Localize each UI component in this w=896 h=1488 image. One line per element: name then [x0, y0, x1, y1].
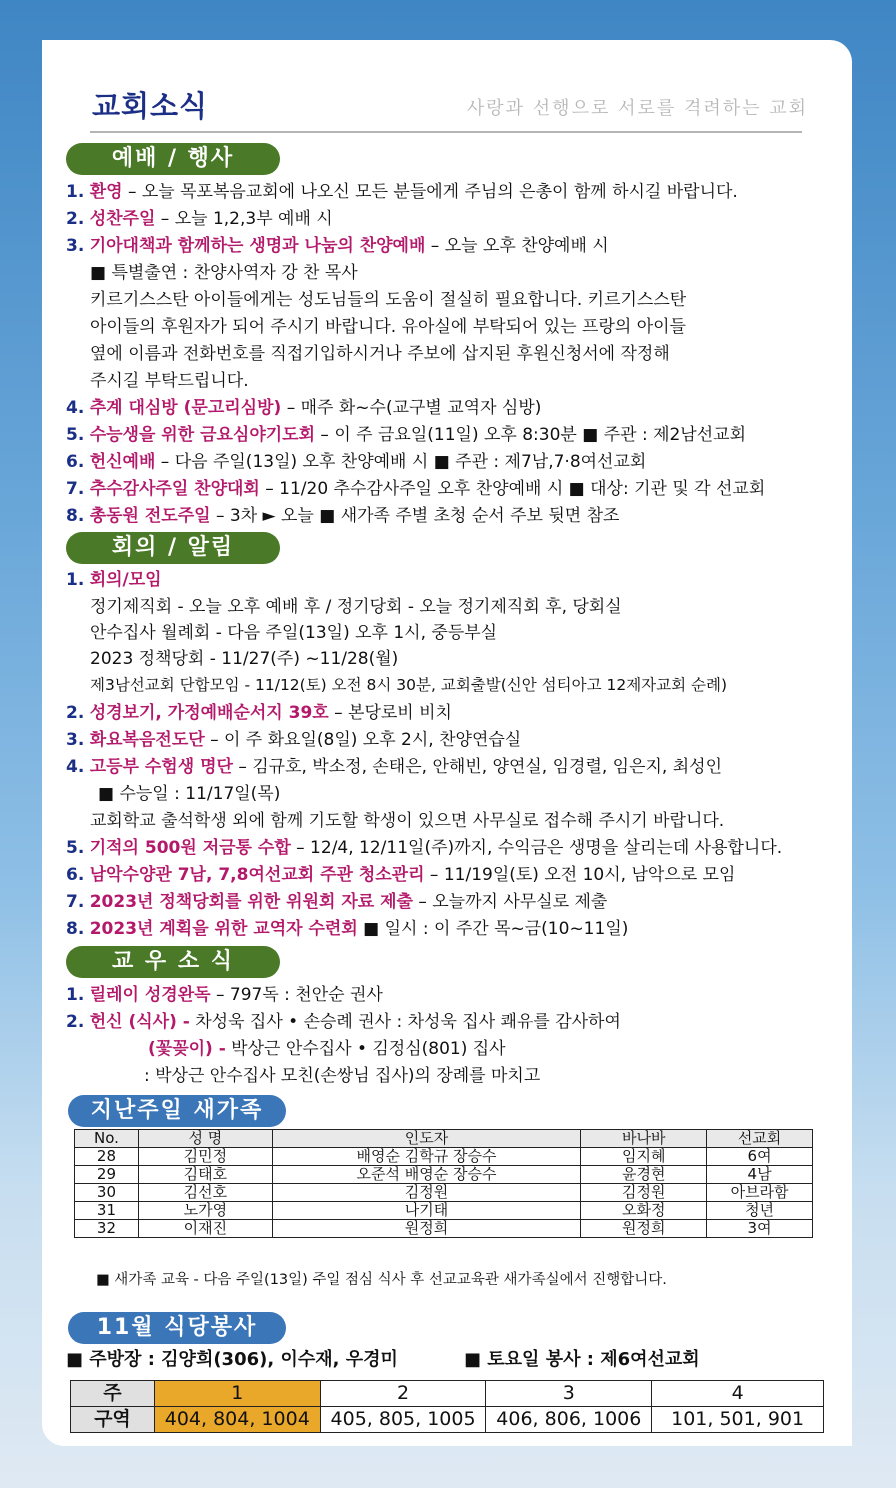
- worship-item-6: 6. 헌신예배 – 다음 주일(13일) 오후 찬양예배 시 ■ 주관 : 제7남,7·8여선교회: [66, 452, 647, 472]
- table-cell: 김정원: [581, 1184, 707, 1202]
- table-cell: 김태호: [138, 1166, 272, 1184]
- members-item-1: 1. 릴레이 성경완독 – 797독 : 천안순 권사: [66, 985, 383, 1005]
- column-header: 성 명: [138, 1130, 272, 1148]
- meeting-detail-line: 제3남선교회 단합모임 - 11/12(토) 오전 8시 30분, 교회출발(신안 섬티아고 12제자교회 순례): [90, 676, 728, 694]
- table-cell: 임지혜: [581, 1148, 707, 1166]
- column-header: 인도자: [272, 1130, 581, 1148]
- table-cell: 6여: [707, 1148, 813, 1166]
- section-meeting-header: 회의 / 알림: [66, 532, 280, 564]
- area-cell: 101, 501, 901: [652, 1407, 824, 1433]
- meeting-item-8: 8. 2023년 계획을 위한 교역자 수련회 ■ 일시 : 이 주간 목~금(10~11일): [66, 919, 629, 939]
- section-newfamily-header: 지난주일 새가족: [68, 1095, 286, 1127]
- table-cell: 아브라함: [707, 1184, 813, 1202]
- table-row: [75, 1166, 813, 1184]
- table-cell: 31: [75, 1202, 139, 1220]
- meeting-detail-line: 정기제직회 - 오늘 오후 예배 후 / 정기당회 - 오늘 정기제직회 후, 당회실: [90, 597, 622, 617]
- meeting-item-5: 5. 기적의 500원 저금통 수합 – 12/4, 12/11일(주)까지, 수익금은 생명을 살리는데 사용합니다.: [66, 838, 783, 858]
- table-row: [75, 1184, 813, 1202]
- worship-item-8: 8. 총동원 전도주일 – 3차 ► 오늘 ■ 새가족 주별 초청 순서 주보 뒷면 참조: [66, 506, 620, 526]
- area-cell: 404, 804, 1004: [154, 1407, 320, 1433]
- area-label: 구역: [71, 1407, 155, 1433]
- members-funeral-note: : 박상근 안수집사 모친(손쌍님 집사)의 장례를 마치고: [144, 1066, 541, 1086]
- table-cell: 4남: [707, 1166, 813, 1184]
- section-cafeteria-header: 11월 식당봉사: [68, 1312, 286, 1344]
- table-cell: 청년: [707, 1202, 813, 1220]
- table-header-row: [75, 1130, 813, 1148]
- church-slogan: 사랑과 선행으로 서로를 격려하는 교회: [466, 98, 808, 119]
- section-members-header: 교 우 소 식: [66, 946, 280, 978]
- saturday-service: ■ 토요일 봉사 : 제6여선교회: [464, 1349, 700, 1370]
- section-worship-header: 예배 / 행사: [66, 143, 280, 175]
- table-cell: 오준석 배영순 장승수: [272, 1166, 581, 1184]
- worship-body-line: 키르기스스탄 아이들에게는 성도님들의 도움이 절실히 필요합니다. 키르기스스탄: [90, 290, 687, 310]
- worship-item-4: 4. 추계 대심방 (문고리심방) – 매주 화~수(교구별 교역자 심방): [66, 398, 542, 418]
- week-cell: 2: [320, 1381, 486, 1407]
- table-cell: 원정희: [272, 1220, 581, 1238]
- table-cell: 29: [75, 1166, 139, 1184]
- worship-item-5: 5. 수능생을 위한 금요심야기도회 – 이 주 금요일(11일) 오후 8:30분 ■ 주관 : 제2남선교회: [66, 425, 746, 445]
- meeting-item-7: 7. 2023년 정책당회를 위한 위원회 자료 제출 – 오늘까지 사무실로 제출: [66, 892, 608, 912]
- table-cell: 원정희: [581, 1220, 707, 1238]
- column-header: No.: [75, 1130, 139, 1148]
- table-cell: 나기태: [272, 1202, 581, 1220]
- table-cell: 윤경현: [581, 1166, 707, 1184]
- area-row: [71, 1407, 824, 1433]
- page-title: 교회소식: [92, 89, 209, 123]
- news-card: [42, 40, 852, 1446]
- newfamily-note: ■ 새가족 교육 - 다음 주일(13일) 주일 점심 식사 후 선교교육관 새가족실에서 진행합니다.: [96, 1272, 667, 1288]
- meeting-item-4: 4. 고등부 수험생 명단 – 김규호, 박소정, 손태은, 안해빈, 양연실, 임경렬, 임은지, 최성인: [66, 757, 723, 777]
- worship-body-line: 주시길 부탁드립니다.: [90, 371, 249, 391]
- meeting-item-2: 2. 성경보기, 가정예배순서지 39호 – 본당로비 비치: [66, 703, 452, 723]
- table-cell: 배영순 김학규 장승수: [272, 1148, 581, 1166]
- table-row: [75, 1202, 813, 1220]
- table-cell: 노가영: [138, 1202, 272, 1220]
- exam-date: ■ 수능일 : 11/17일(목): [98, 784, 281, 804]
- area-cell: 406, 806, 1006: [486, 1407, 652, 1433]
- meeting-item-3: 3. 화요복음전도단 – 이 주 화요일(8일) 오후 2시, 찬양연습실: [66, 730, 522, 750]
- table-cell: 김민정: [138, 1148, 272, 1166]
- worship-special-guest: ■ 특별출연 : 찬양사역자 강 찬 목사: [90, 263, 358, 283]
- newfamily-table: [74, 1129, 813, 1238]
- table-cell: 김선호: [138, 1184, 272, 1202]
- table-cell: 32: [75, 1220, 139, 1238]
- members-flower: (꽃꽂이) - 박상근 안수집사 • 김정심(801) 집사: [148, 1039, 506, 1059]
- week-row: [71, 1381, 824, 1407]
- kitchen-staff: ■ 주방장 : 김양희(306), 이수재, 우경미: [66, 1349, 398, 1370]
- worship-item-7: 7. 추수감사주일 찬양대회 – 11/20 추수감사주일 오후 찬양예배 시 ■ 대상: 기관 및 각 선교회: [66, 479, 766, 499]
- table-cell: 30: [75, 1184, 139, 1202]
- meeting-detail-line: 안수집사 월례회 - 다음 주일(13일) 오후 1시, 중등부실: [90, 623, 498, 643]
- meeting-item-1: 1. 회의/모임: [66, 570, 162, 590]
- table-cell: 28: [75, 1148, 139, 1166]
- table-cell: 이재진: [138, 1220, 272, 1238]
- column-header: 바나바: [581, 1130, 707, 1148]
- table-cell: 3여: [707, 1220, 813, 1238]
- worship-body-line: 아이들의 후원자가 되어 주시기 바랍니다. 유아실에 부탁되어 있는 프랑의 아이들: [90, 317, 686, 337]
- table-row: [75, 1220, 813, 1238]
- table-cell: 오화정: [581, 1202, 707, 1220]
- cafeteria-table: [70, 1380, 824, 1433]
- worship-item-3: 3. 기아대책과 함께하는 생명과 나눔의 찬양예배 – 오늘 오후 찬양예배 시: [66, 236, 609, 256]
- worship-item-1: 1. 환영 – 오늘 목포복음교회에 나오신 모든 분들에게 주님의 은총이 함께 하시길 바랍니다.: [66, 182, 738, 202]
- header-divider: [90, 131, 802, 133]
- week-cell: 4: [652, 1381, 824, 1407]
- area-cell: 405, 805, 1005: [320, 1407, 486, 1433]
- week-cell: 3: [486, 1381, 652, 1407]
- worship-item-2: 2. 성찬주일 – 오늘 1,2,3부 예배 시: [66, 209, 333, 229]
- meeting-4-body: 교회학교 출석학생 외에 함께 기도할 학생이 있으면 사무실로 접수해 주시기 바랍니다.: [90, 811, 725, 831]
- meeting-detail-line: 2023 정책당회 - 11/27(주) ~11/28(월): [90, 649, 399, 669]
- members-item-2: 2. 헌신 (식사) - 차성욱 집사 • 손승례 권사 : 차성욱 집사 쾌유를 감사하여: [66, 1012, 621, 1032]
- week-cell: 1: [154, 1381, 320, 1407]
- meeting-item-6: 6. 남악수양관 7남, 7,8여선교회 주관 청소관리 – 11/19일(토) 오전 10시, 남악으로 모임: [66, 865, 736, 885]
- table-cell: 김정원: [272, 1184, 581, 1202]
- table-row: [75, 1148, 813, 1166]
- week-label: 주: [71, 1381, 155, 1407]
- column-header: 선교회: [707, 1130, 813, 1148]
- worship-body-line: 옆에 이름과 전화번호를 직접기입하시거나 주보에 삽지된 후원신청서에 작정해: [90, 344, 670, 364]
